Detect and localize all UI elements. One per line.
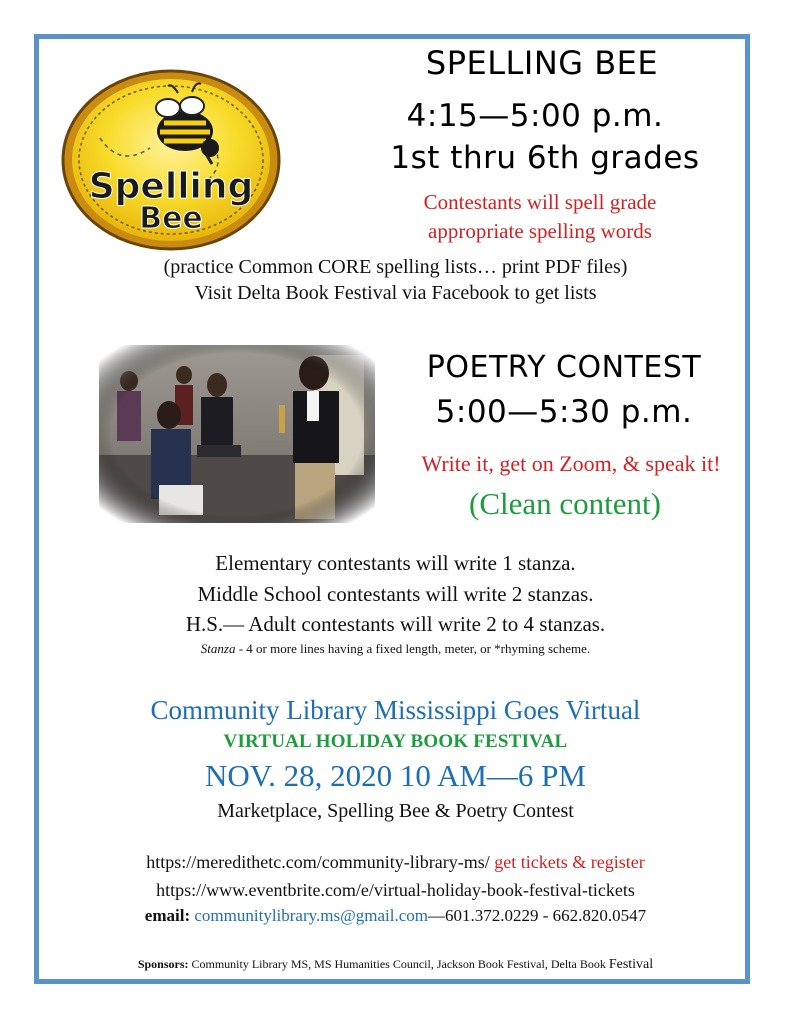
event-title: Community Library Mississippi Goes Virtual [150,695,641,725]
sponsors-last-word: Festival [608,957,654,972]
visit-prefix: Visit [194,282,238,304]
visit-facebook-note [0,282,791,305]
tickets-note: get tickets & register [489,852,645,872]
rule-high-school-adult: H.S.— Adult contestants will write 2 to 4 stanzas. [185,612,606,636]
spelling-bee-logo [60,68,282,253]
community-library-url[interactable]: https://meredithetc.com/community-library-ms/ [146,852,490,872]
stanza-definition [0,641,791,657]
email-label: email: [144,906,195,925]
spelling-bee-note-line2: appropriate spelling words [428,219,652,243]
rule-elementary: Elementary contestants will write 1 stanza. [215,551,576,575]
rule-middle-school: Middle School contestants will write 2 stanzas. [197,582,594,606]
email-line [0,906,791,926]
clean-content-note: (Clean content) [469,486,661,521]
logo-word-spelling: Spelling [88,166,254,207]
poetry-contest-photo [99,345,375,523]
practice-lists-note: (practice Common CORE spelling lists… print PDF files) [163,256,628,278]
spelling-bee-title: SPELLING BEE [425,44,659,82]
sponsors-line [0,957,791,973]
spelling-bee-time: 4:15—5:00 p.m. [406,98,664,134]
poetry-contest-note: Write it, get on Zoom, & speak it! [421,451,721,476]
tickets-line [0,852,791,873]
stanza-definition-text: - 4 or more lines having a fixed length, meter, or *rhyming scheme. [235,641,591,656]
event-subtitle: VIRTUAL HOLIDAY BOOK FESTIVAL [223,731,568,752]
event-date: NOV. 28, 2020 10 AM—6 PM [205,758,586,793]
sponsors-list: Community Library MS, MS Humanities Council, Jackson Book Festival, Delta Book [188,957,609,971]
delta-book-festival-link[interactable]: Delta Book Festival [237,282,398,304]
event-activities: Marketplace, Spelling Bee & Poetry Contest [217,800,574,822]
poetry-contest-title: POETRY CONTEST [426,350,702,385]
spelling-bee-note-line1: Contestants will spell grade [423,190,657,214]
stanza-term: Stanza [200,641,236,656]
sponsors-label: Sponsors: [137,957,189,971]
phone-numbers: —601.372.0229 - 662.820.0547 [428,906,647,925]
email-address[interactable]: communitylibrary.ms@gmail.com [194,906,429,925]
poetry-contest-time: 5:00—5:30 p.m. [435,394,693,430]
eventbrite-url[interactable]: https://www.eventbrite.com/e/virtual-holiday-book-festival-tickets [156,880,635,900]
visit-suffix: via Facebook to get lists [397,282,597,304]
logo-word-bee: Bee [139,201,203,236]
spelling-bee-grades: 1st thru 6th grades [390,140,700,176]
